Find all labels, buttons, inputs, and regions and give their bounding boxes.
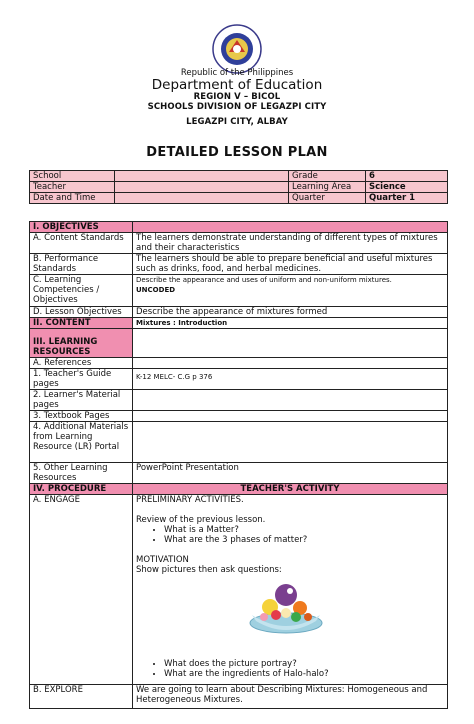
school-value xyxy=(115,171,289,182)
motivation-text: MOTIVATION xyxy=(136,555,189,565)
references-label: A. References xyxy=(30,358,133,369)
quarter-value: Quarter 1 xyxy=(366,193,448,204)
lesson-objectives-value: Describe the appearance of mixtures formed xyxy=(133,307,448,318)
performance-label: B. Performance Standards xyxy=(30,254,133,275)
question-ingredients: • What are the ingredients of Halo-halo? xyxy=(164,669,444,679)
performance-value: The learners should be able to prepare beneficial and useful mixtures such as drinks, food, and herbal medicines. xyxy=(133,254,448,275)
teacher-guide-label: 1. Teacher's Guide pages xyxy=(30,369,133,390)
question-phases: • What are the 3 phases of matter? xyxy=(164,535,444,545)
area-label: Learning Area xyxy=(289,182,366,193)
objectives-heading: I. OBJECTIVES xyxy=(30,222,133,233)
content-standards-label: A. Content Standards xyxy=(30,233,133,254)
explore-label: B. EXPLORE xyxy=(30,685,133,709)
republic-text: Republic of the Philippines xyxy=(180,68,294,78)
show-pictures-text: Show pictures then ask questions: xyxy=(136,565,282,575)
content-heading: II. CONTENT xyxy=(30,318,133,329)
division-text: SCHOOLS DIVISION OF LEGAZPI CITY xyxy=(147,102,327,112)
plan-table xyxy=(29,221,448,709)
deped-seal-icon xyxy=(212,24,262,74)
review-text: Review of the previous lesson. xyxy=(136,515,266,525)
area-value: Science xyxy=(366,182,448,193)
halo-halo-image xyxy=(246,571,326,637)
teacher-label: Teacher xyxy=(30,182,115,193)
info-table xyxy=(29,170,448,204)
explore-value: We are going to learn about Describing Mixtures: Homogeneous and Heterogeneous Mixtures. xyxy=(133,685,448,709)
textbook-label: 3. Textbook Pages xyxy=(30,411,133,422)
question-matter: • What is a Matter? xyxy=(164,525,444,535)
competencies-value: Describe the appearance and uses of uniform and non-uniform mixtures. xyxy=(136,276,392,284)
date-value xyxy=(115,193,289,204)
preliminary-text: PRELIMINARY ACTIVITIES. xyxy=(136,495,244,505)
teacher-activity-heading: TEACHER'S ACTIVITY xyxy=(133,484,448,495)
competencies-label: C. Learning Competencies / Objectives xyxy=(30,275,133,307)
page-title: DETAILED LESSON PLAN xyxy=(146,145,328,160)
uncoded-text: UNCODED xyxy=(136,286,176,294)
procedure-heading: IV. PROCEDURE xyxy=(30,484,133,495)
quarter-label: Quarter xyxy=(289,193,366,204)
learner-material-label: 2. Learner's Material pages xyxy=(30,390,133,411)
additional-materials-label: 4. Additional Materials from Learning Resource (LR) Portal xyxy=(30,422,133,463)
content-value: Mixtures : Introduction xyxy=(133,318,448,329)
school-label: School xyxy=(30,171,115,182)
department-text: Department of Education xyxy=(151,77,323,93)
question-picture: • What does the picture portray? xyxy=(164,659,444,669)
other-resources-label: 5. Other Learning Resources xyxy=(30,463,133,484)
date-label: Date and Time xyxy=(30,193,115,204)
lesson-objectives-label: D. Lesson Objectives xyxy=(30,307,133,318)
resources-heading: III. LEARNING RESOURCES xyxy=(30,329,133,358)
other-resources-value: PowerPoint Presentation xyxy=(133,463,448,484)
grade-value: 6 xyxy=(366,171,448,182)
region-text: REGION V – BICOL xyxy=(193,92,281,102)
teacher-value xyxy=(115,182,289,193)
teacher-guide-value: K-12 MELC- C.G p 376 xyxy=(133,369,448,390)
city-text: LEGAZPI CITY, ALBAY xyxy=(186,117,288,127)
engage-label: A. ENGAGE xyxy=(30,495,133,685)
grade-label: Grade xyxy=(289,171,366,182)
content-standards-value: The learners demonstrate understanding of different types of mixtures and their characteristics xyxy=(133,233,448,254)
